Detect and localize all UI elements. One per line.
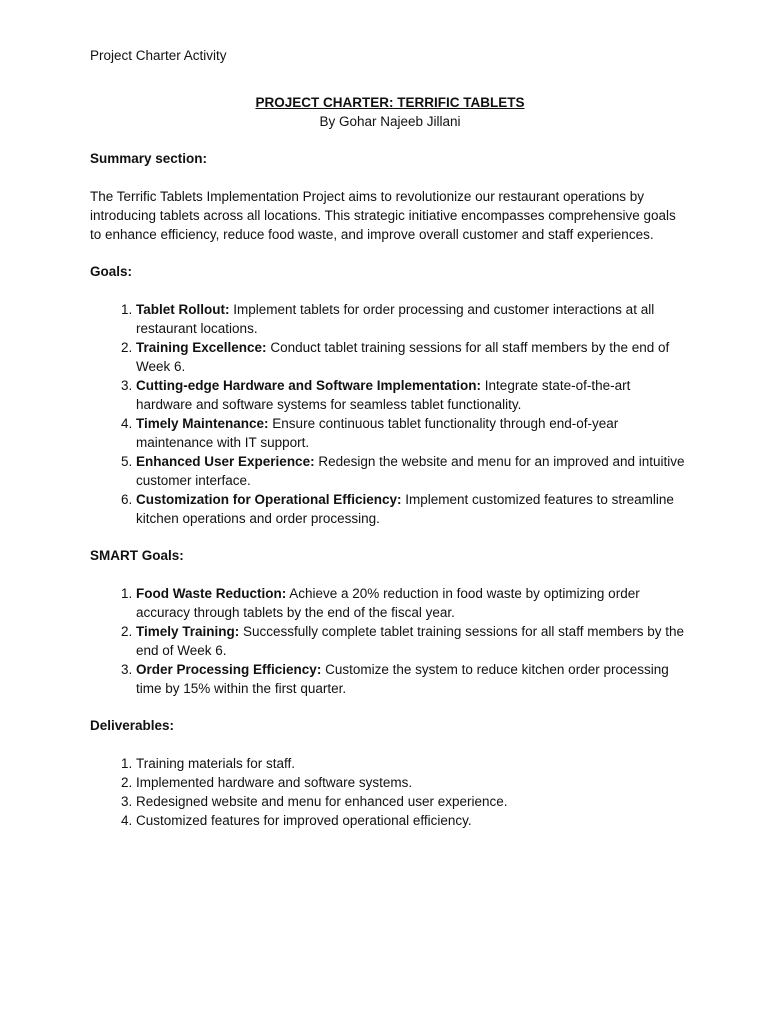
smart-goal-text: Successfully complete tablet training sessions for all staff members by the end of Week 6.	[136, 624, 684, 658]
smart-goal-text: Achieve a 20% reduction in food waste by optimizing order accuracy through tablets by the end of the fiscal year.	[136, 586, 640, 620]
goals-list	[90, 300, 690, 528]
goal-term: Tablet Rollout:	[136, 302, 230, 317]
goal-item	[136, 452, 690, 490]
smart-goals-heading: SMART Goals:	[90, 548, 184, 563]
smart-goal-item	[136, 622, 690, 660]
smart-goal-term: Timely Training:	[136, 624, 240, 639]
goal-term: Training Excellence:	[136, 340, 267, 355]
smart-goal-term: Order Processing Efficiency:	[136, 662, 322, 677]
goal-text: Ensure continuous tablet functionality through end-of-year maintenance with IT support.	[136, 416, 619, 450]
header-note: Project Charter Activity	[90, 48, 227, 63]
document-title: PROJECT CHARTER: TERRIFIC TABLETS	[255, 95, 525, 110]
deliverables-heading: Deliverables:	[90, 718, 175, 733]
deliverable-item: 1. Training materials for staff.	[136, 754, 690, 773]
goal-term: Cutting-edge Hardware and Software Implementation:	[136, 378, 482, 393]
document-page	[90, 46, 690, 830]
goal-text: Redesign the website and menu for an improved and intuitive customer interface.	[136, 454, 685, 488]
deliverables-list	[90, 754, 690, 830]
goal-text: Implement tablets for order processing and customer interactions at all restaurant locations.	[136, 302, 655, 336]
deliverable-item: 2. Implemented hardware and software systems.	[136, 773, 690, 792]
smart-goal-term: Food Waste Reduction:	[136, 586, 287, 601]
goal-item	[136, 300, 690, 338]
goal-term: Customization for Operational Efficiency:	[136, 492, 402, 507]
goal-item	[136, 376, 690, 414]
goal-text: Integrate state-of-the-art hardware and software systems for seamless tablet functionality.	[136, 378, 631, 412]
smart-goal-item	[136, 584, 690, 622]
goal-term: Enhanced User Experience:	[136, 454, 315, 469]
summary-heading: Summary section:	[90, 151, 208, 166]
goal-text: Conduct tablet training sessions for all staff members by the end of Week 6.	[136, 340, 670, 374]
goal-item	[136, 338, 690, 376]
goal-text: Implement customized features to streamline kitchen operations and order processing.	[136, 492, 674, 526]
title-block	[90, 93, 690, 131]
smart-goals-list	[90, 584, 690, 698]
goal-term: Timely Maintenance:	[136, 416, 269, 431]
smart-goal-text: Customize the system to reduce kitchen order processing time by 15% within the first quarter.	[136, 662, 669, 696]
summary-paragraph: The Terrific Tablets Implementation Project aims to revolutionize our restaurant operations by introducing tablets across all locations. This strategic initiative encompasses comprehensive goals to enhance efficiency, reduce food waste, and improve overall customer and staff experiences.	[90, 189, 676, 242]
goals-heading: Goals:	[90, 264, 133, 279]
smart-goal-item	[136, 660, 690, 698]
goal-item	[136, 414, 690, 452]
author-byline: By Gohar Najeeb Jillani	[319, 114, 461, 129]
goal-item	[136, 490, 690, 528]
deliverable-item: 3. Redesigned website and menu for enhanced user experience.	[136, 792, 690, 811]
deliverable-item: 4. Customized features for improved operational efficiency.	[136, 811, 690, 830]
